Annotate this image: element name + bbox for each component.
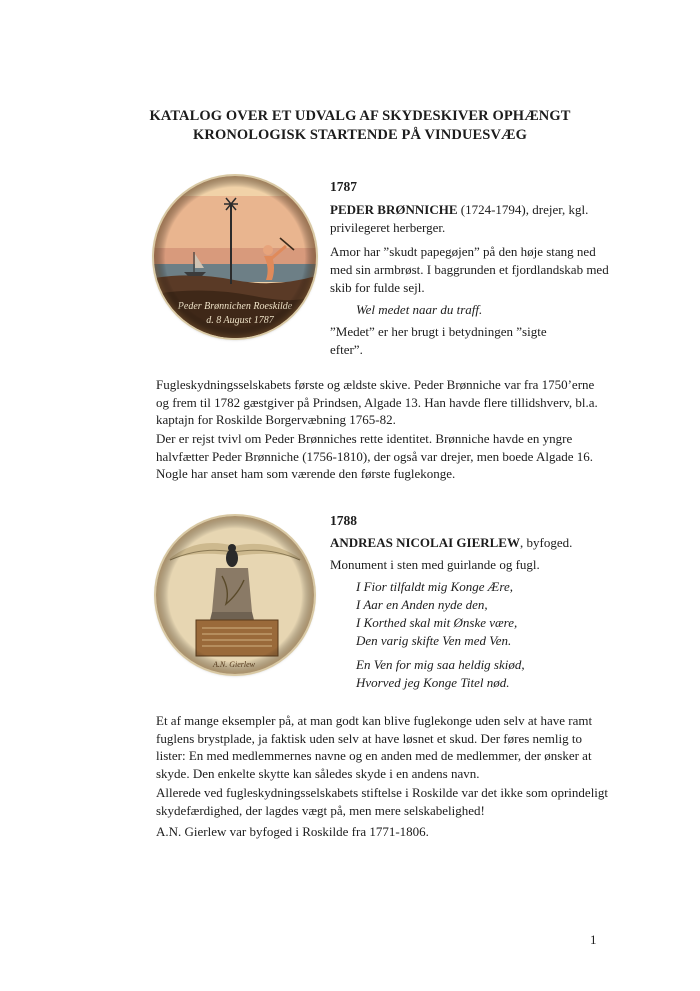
paragraph-line: Et af mange eksempler på, at man godt kan blive fuglekonge uden selv at have ramt (156, 713, 593, 728)
paragraph-line: skydefærdighed, der lagdes vægt på, men mere selskabelighed! (156, 802, 485, 818)
description-line: Amor har ”skudt papegøjen” på den høje stang ned (330, 244, 596, 259)
verse-line: Hvorved jeg Konge Titel nød. (356, 675, 510, 690)
paragraph-2 (156, 430, 636, 483)
entry-1788 (330, 512, 660, 692)
paragraph-line: halvfætter Peder Brønniche (1756-1810), der også var drejer, men boede Algade 16. (156, 448, 594, 464)
paragraph-line: Allerede ved fugleskydningsselskabets stiftelse i Roskilde var det ikke som oprindeligt (156, 785, 609, 800)
paragraph-line: Fugleskydningsselskabets første og ældste skive. Peder Brønniche var fra 1750’erne (156, 377, 595, 392)
paragraph-5 (156, 823, 636, 841)
paragraph-line: skyde. Den enkelte skytte kan således skyde i en andens navn. (156, 765, 480, 781)
title-line-2: KRONOLOGISK STARTENDE PÅ VINDUESVÆG (193, 127, 527, 143)
paragraph-line: fuglens brystplade, ja faktisk uden selv at have løsnet et skud. Der føres nemlig to (156, 730, 583, 746)
entry-name: PEDER BRØNNICHE (330, 202, 458, 217)
description-line: skib for fulde sejl. (330, 280, 425, 295)
entry-description: Monument i sten med guirlande og fugl. (330, 557, 540, 572)
entry-year: 1787 (330, 179, 357, 194)
entry-year: 1788 (330, 513, 357, 528)
page-title (120, 107, 600, 145)
paragraph-3 (156, 712, 636, 782)
paragraph-line: Nogle har anset ham som værende den første fuglekonge. (156, 466, 456, 481)
paragraph-1 (156, 376, 636, 429)
target-disc-1787-image (154, 176, 316, 338)
entry-name-line (330, 534, 660, 552)
verse-line: I Aar en Anden nyde den, (356, 597, 488, 612)
paragraph-line: Der er rejst tvivl om Peder Brønniches rette identitet. Brønniche havde en yngre (156, 431, 573, 446)
verse-1 (356, 578, 660, 650)
entry-motto: Wel medet naar du traff. (356, 302, 483, 317)
entry-name-detail: , byfoged. (519, 535, 573, 550)
entry-name-detail: (1724-1794), drejer, kgl. (457, 202, 589, 217)
verse-line: I Korthed skal mit Ønske være, (356, 615, 518, 630)
entry-name: ANDREAS NICOLAI GIERLEW (330, 535, 520, 550)
entry-name-line (330, 201, 660, 219)
paragraph-4 (156, 784, 636, 819)
paragraph-line: lister: En med medlemmernes navne og en anden med de medlemmer, der ønsker at (156, 748, 592, 763)
entry-description (330, 243, 660, 297)
entry-1787 (330, 178, 660, 359)
verse-line: I Fior tilfaldt mig Konge Ære, (356, 579, 513, 594)
note-line: efter”. (330, 342, 363, 357)
target-disc-1788-image (156, 516, 314, 674)
verse-line: En Ven for mig saa heldig skiød, (356, 657, 525, 672)
entry-name-detail-line-2: privilegeret herberger. (330, 220, 446, 235)
paragraph-line: og frem til 1782 gæstgiver på Prindsen, Algade 13. Han havde flere tillidshverv, bl.a. (156, 394, 598, 410)
description-line: med sin armbrøst. I baggrunden et fjordlandskab med (330, 262, 609, 277)
entry-note (330, 323, 660, 359)
paragraph-line: A.N. Gierlew var byfoged i Roskilde fra 1771-1806. (156, 824, 429, 839)
note-line: ”Medet” er her brugt i betydningen ”sigte (330, 324, 547, 339)
verse-2 (356, 656, 660, 692)
page-number: 1 (590, 932, 597, 947)
title-line-1: KATALOG OVER ET UDVALG AF SKYDESKIVER OPHÆNGT (149, 108, 571, 124)
paragraph-line: kaptajn for Roskilde Borgervæbning 1765-82. (156, 412, 396, 427)
verse-line: Den varig skifte Ven med Ven. (356, 633, 512, 648)
